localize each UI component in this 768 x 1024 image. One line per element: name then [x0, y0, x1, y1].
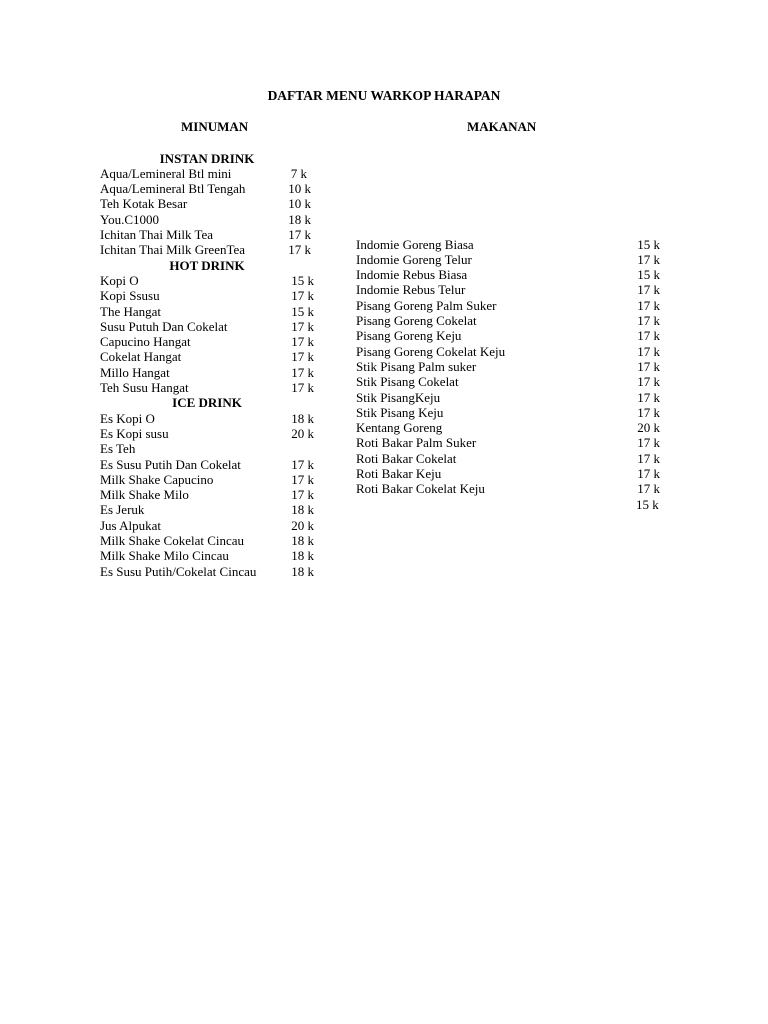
drink-item-name: Es Susu Putih Dan Cokelat [100, 456, 241, 472]
drink-section-heading: HOT DRINK [169, 257, 245, 273]
food-item-name: Indomie Goreng Telur [356, 251, 472, 267]
food-trailing-price: 15 k [636, 496, 659, 512]
food-item-price: 17 k [637, 466, 660, 481]
food-item-name: Pisang Goreng Palm Suker [356, 297, 497, 313]
drink-item-name: The Hangat [100, 303, 162, 319]
drink-item-name: Kopi O [100, 272, 139, 288]
food-item-name: Roti Bakar Keju [356, 466, 442, 481]
drink-item [100, 227, 314, 242]
drink-item-price: 17 k [291, 349, 314, 365]
drink-item [100, 212, 314, 227]
food-item [356, 390, 660, 405]
drink-item-name: Es Kopi susu [100, 425, 169, 441]
drink-item [100, 502, 314, 517]
food-item [356, 282, 660, 297]
drink-item-name: Susu Putuh Dan Cokelat [100, 318, 228, 334]
drink-item-name: Jus Alpukat [100, 517, 162, 533]
drink-item-price: 17 k [291, 334, 314, 350]
drink-item [100, 288, 314, 303]
food-item [356, 405, 660, 420]
food-item-name: Roti Bakar Palm Suker [356, 435, 477, 451]
drink-item-name: Teh Susu Hangat [100, 380, 189, 395]
drink-item [100, 380, 314, 395]
drink-item-price: 18 k [291, 533, 314, 548]
food-item-name: Stik Pisang Cokelat [356, 374, 459, 390]
drink-item-name: Es Kopi O [100, 410, 155, 426]
drink-item-price: 17 k [291, 456, 314, 472]
drink-item [100, 196, 314, 211]
food-item [356, 252, 660, 267]
drink-item-name: Es Susu Putih/Cokelat Cincau [100, 563, 257, 579]
food-item [356, 481, 660, 496]
food-item-price: 17 k [637, 481, 660, 497]
food-item-price: 17 k [637, 282, 660, 298]
drink-item-name: Milk Shake Milo Cincau [100, 548, 229, 564]
drink-item-name: Kopi Ssusu [100, 288, 160, 304]
food-item-name: Indomie Rebus Telur [356, 282, 466, 298]
food-item [356, 374, 660, 389]
drink-item [100, 441, 314, 456]
food-item [356, 420, 660, 435]
drink-item-name: You.C1000 [100, 211, 160, 227]
food-item [356, 328, 660, 343]
drink-item-name: Cokelat Hangat [100, 349, 182, 365]
food-item-price: 17 k [637, 328, 660, 344]
drink-item-name: Milk Shake Milo [100, 487, 189, 503]
drink-item [100, 411, 314, 426]
drink-item-name: Milk Shake Capucino [100, 471, 214, 487]
drink-item [100, 273, 314, 288]
food-item [356, 267, 660, 282]
drink-item [100, 457, 314, 472]
drink-section-heading: ICE DRINK [172, 395, 242, 411]
food-item-name: Pisang Goreng Cokelat Keju [356, 343, 506, 359]
food-item-price: 17 k [637, 313, 660, 328]
drink-item-price: 18 k [291, 502, 314, 518]
drink-item [100, 319, 314, 334]
drink-item-price: 15 k [291, 303, 314, 319]
drink-item [100, 166, 314, 181]
food-item-price: 17 k [637, 374, 660, 390]
food-item-name: Stik PisangKeju [356, 389, 441, 405]
food-item [356, 466, 660, 481]
food-item-price: 17 k [637, 297, 660, 313]
drink-item-name: Ichitan Thai Milk Tea [100, 227, 214, 242]
food-item-price: 17 k [637, 435, 660, 451]
food-item-price: 17 k [637, 358, 660, 374]
drink-item-price: 15 k [291, 272, 314, 288]
drink-item-price: 18 k [291, 563, 314, 579]
drink-item-price: 17 k [291, 487, 314, 503]
food-item-price: 15 k [637, 236, 660, 252]
drink-item-price: 17 k [288, 227, 311, 242]
drink-item-name: Aqua/Lemineral Btl mini [100, 165, 232, 181]
drink-item [100, 548, 314, 563]
food-item-price: 17 k [637, 343, 660, 359]
drink-item-price: 17 k [291, 288, 314, 304]
food-item-name: Roti Bakar Cokelat [356, 450, 457, 466]
drink-item [100, 487, 314, 502]
drink-item [100, 242, 314, 257]
food-item [356, 435, 660, 450]
menu-title: DAFTAR MENU WARKOP HARAPAN [267, 88, 501, 103]
drink-item-name: Es Teh [100, 441, 136, 457]
drink-item-name: Capucino Hangat [100, 334, 191, 350]
food-item-name: Pisang Goreng Cokelat [356, 313, 477, 328]
drink-item [100, 365, 314, 380]
food-item-price: 17 k [637, 251, 660, 267]
drink-item-price: 17 k [291, 471, 314, 487]
drink-item-price: 20 k [291, 425, 314, 441]
drink-item-name: Milk Shake Cokelat Cincau [100, 533, 245, 548]
drink-item [100, 518, 314, 533]
drink-item [100, 426, 314, 441]
food-heading: MAKANAN [467, 119, 537, 134]
food-item-name: Roti Bakar Cokelat Keju [356, 481, 485, 497]
drink-item-name: Aqua/Lemineral Btl Tengah [100, 181, 246, 197]
food-item-price: 17 k [637, 450, 660, 466]
drink-item-price: 17 k [291, 380, 314, 395]
drink-item-name: Ichitan Thai Milk GreenTea [100, 242, 246, 258]
drink-item-price: 7 k [290, 165, 307, 181]
drink-item-price: 18 k [291, 548, 314, 564]
drink-item-price: 10 k [288, 196, 311, 212]
drink-item-price: 18 k [291, 410, 314, 426]
drink-item-name: Teh Kotak Besar [100, 196, 188, 212]
drink-item-price: 10 k [288, 181, 311, 197]
food-item-price: 17 k [637, 389, 660, 405]
drink-item [100, 349, 314, 364]
food-item-price: 17 k [637, 404, 660, 420]
drink-item [100, 533, 314, 548]
food-item-name: Indomie Goreng Biasa [356, 236, 474, 252]
food-item-name: Stik Pisang Palm suker [356, 358, 477, 374]
food-item-price: 20 k [637, 420, 660, 436]
food-item-name: Kentang Goreng [356, 420, 443, 436]
drink-item [100, 334, 314, 349]
drink-item-price: 17 k [291, 364, 314, 380]
drink-item [100, 564, 314, 579]
drink-item [100, 304, 314, 319]
food-item [356, 359, 660, 374]
food-item-name: Indomie Rebus Biasa [356, 267, 468, 283]
food-item-name: Pisang Goreng Keju [356, 328, 462, 344]
drink-item [100, 472, 314, 487]
food-item [356, 298, 660, 313]
drink-item-price: 17 k [291, 318, 314, 334]
food-item [356, 451, 660, 466]
drink-item-name: Es Jeruk [100, 502, 145, 518]
drink-section-heading: INSTAN DRINK [159, 150, 255, 166]
food-item [356, 237, 660, 252]
drinks-heading: MINUMAN [181, 119, 249, 134]
drink-item-price: 17 k [288, 242, 311, 258]
drink-item-price: 18 k [288, 211, 311, 227]
food-item-price: 15 k [637, 267, 660, 283]
drink-item-name: Millo Hangat [100, 364, 170, 380]
drink-item [100, 181, 314, 196]
food-item [356, 313, 660, 328]
food-item [356, 344, 660, 359]
food-item-name: Stik Pisang Keju [356, 404, 444, 420]
drink-item-price: 20 k [291, 517, 314, 533]
